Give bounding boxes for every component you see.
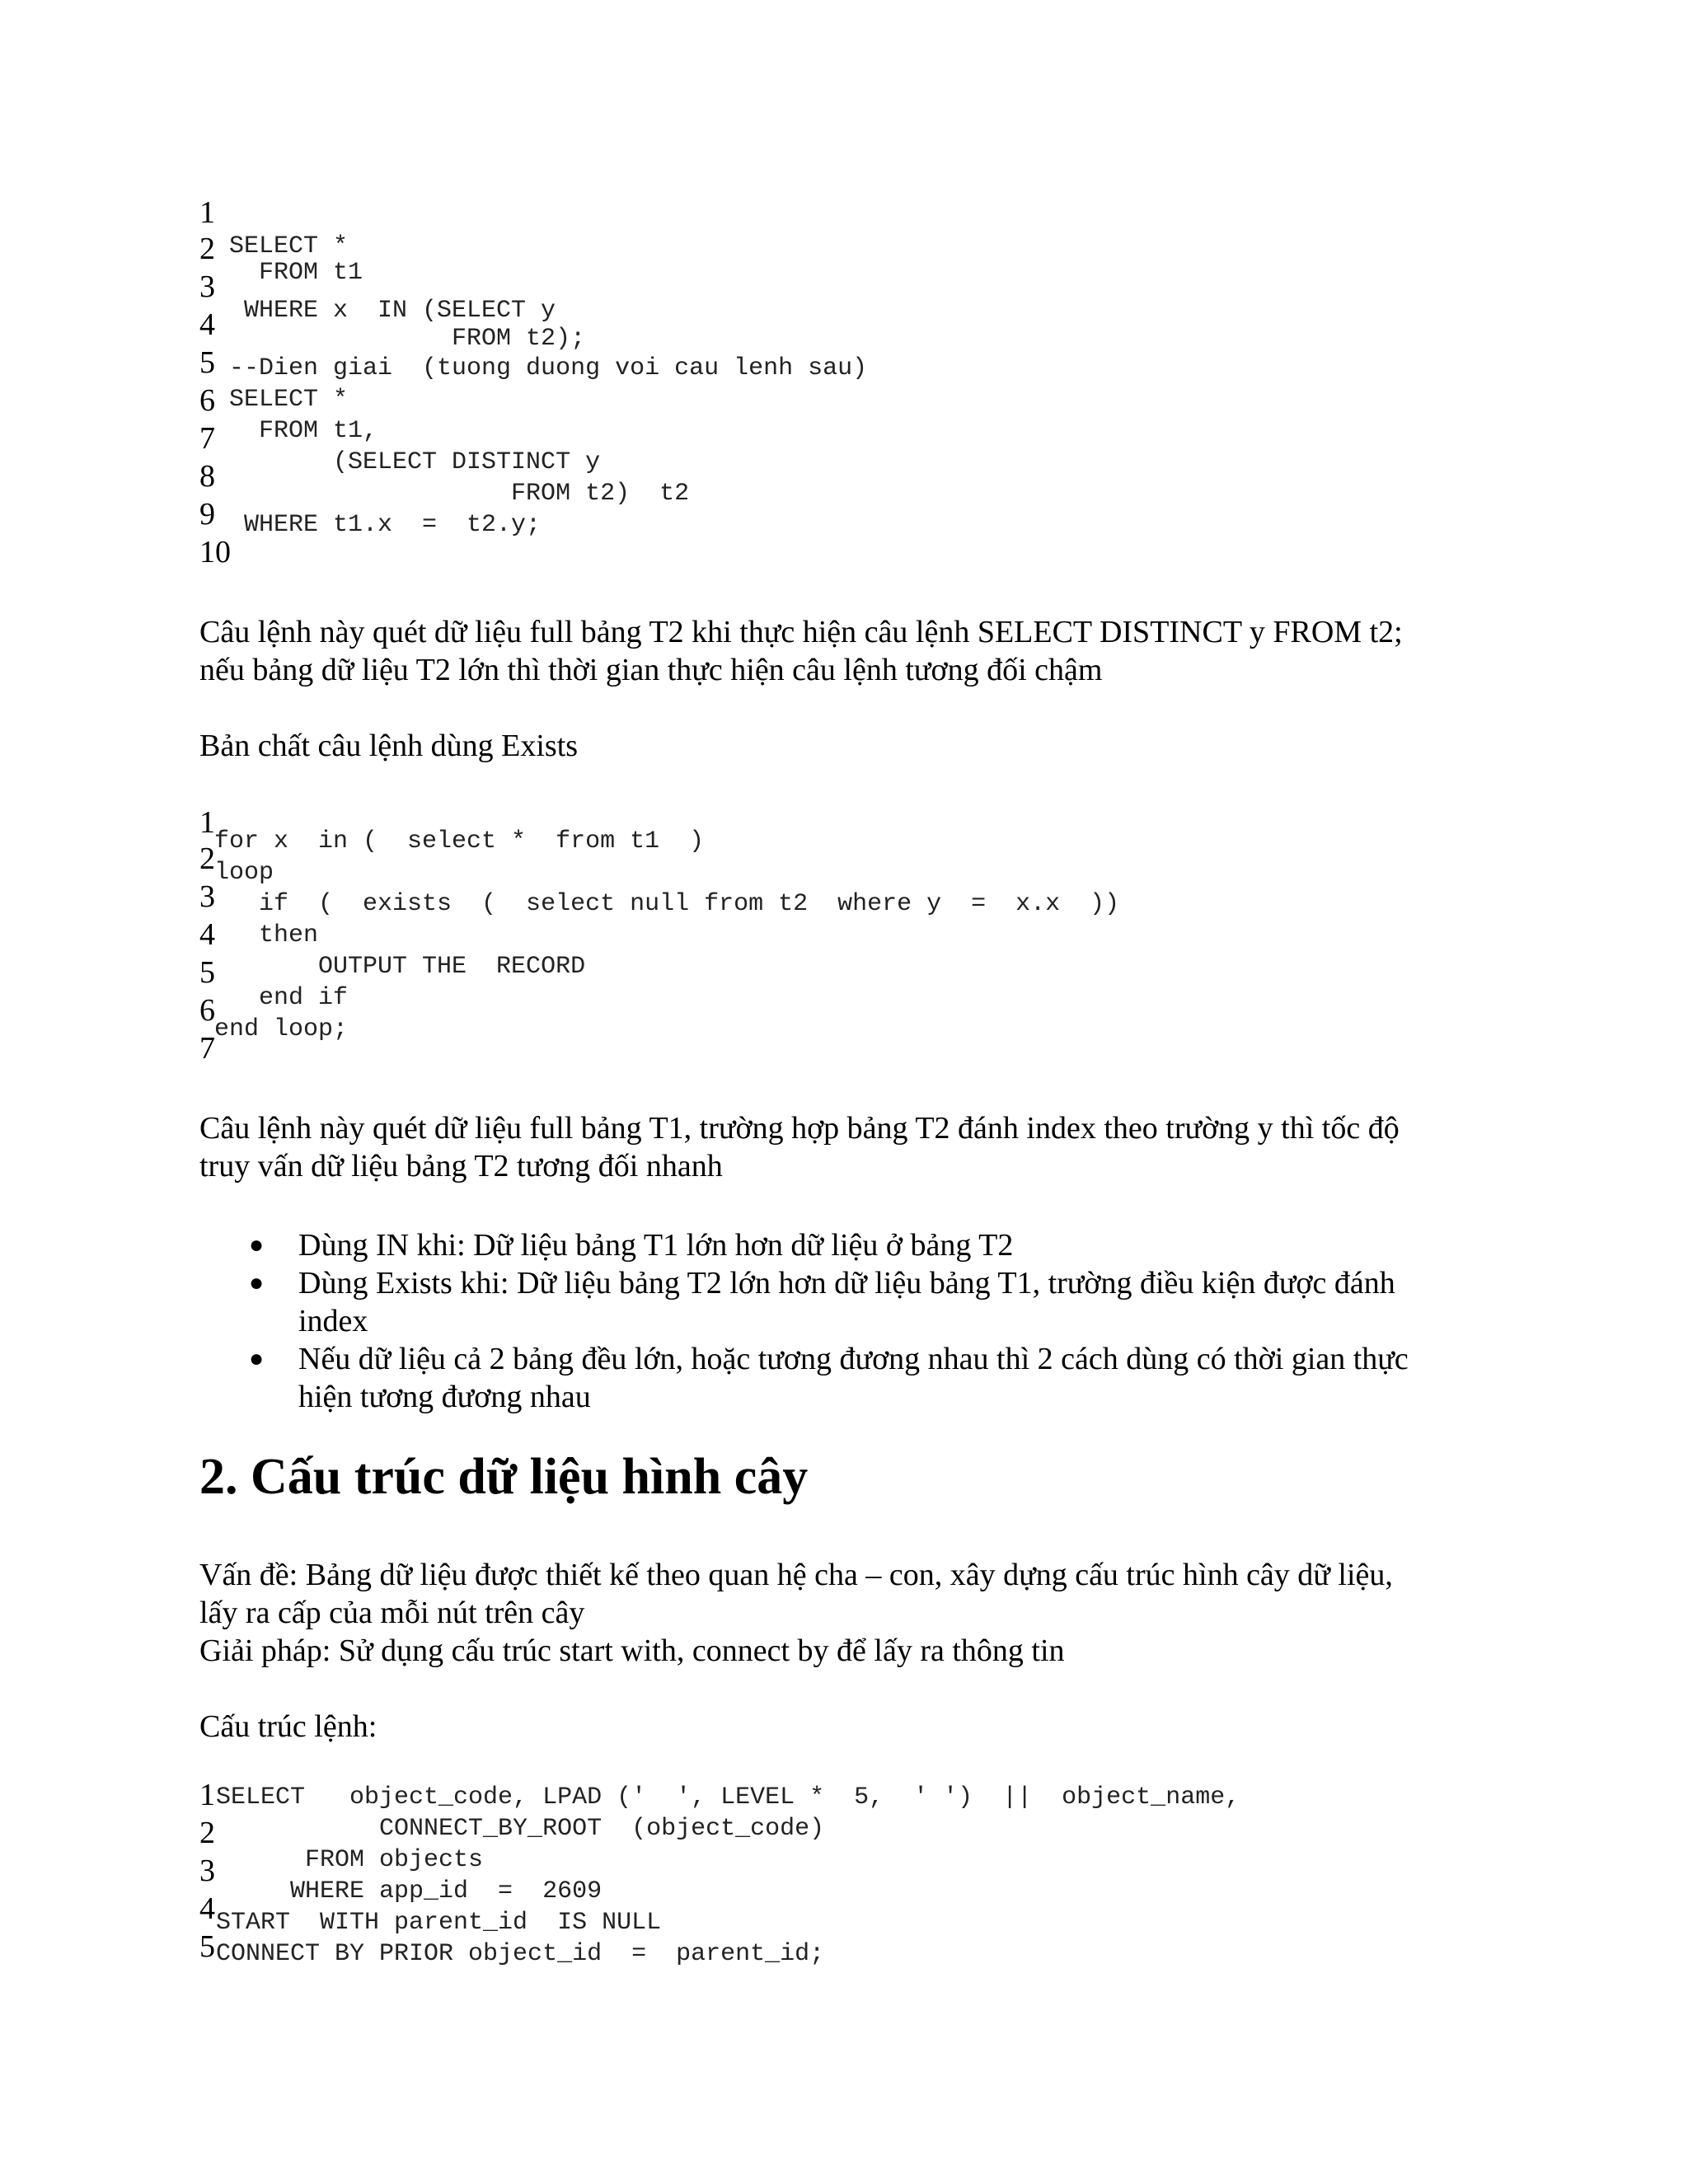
paragraph-syntax-label <box>199 1708 1485 1746</box>
code-text: WHERE app_id = 2609 <box>216 1877 603 1905</box>
section-heading: 2. Cấu trúc dữ liệu hình cây <box>199 1449 809 1505</box>
line-number: 6 <box>199 993 215 1028</box>
text-line: Dùng Exists khi: Dữ liệu bảng T2 lớn hơn dữ liệu bảng T1, trường điều kiện được đánh <box>298 1266 1395 1301</box>
line-number: 4 <box>199 1891 215 1926</box>
line-number: 2 <box>199 841 215 876</box>
line-number: 4 <box>199 307 215 342</box>
line-number: 8 <box>199 459 215 494</box>
line-number: 3 <box>199 879 215 914</box>
text-line: hiện tương đương nhau <box>298 1380 591 1414</box>
line-number: 10 <box>199 535 231 569</box>
text-line: Câu lệnh này quét dữ liệu full bảng T1, trường hợp bảng T2 đánh index theo trường y thì tốc độ <box>199 1111 1400 1146</box>
line-number: 7 <box>199 1031 215 1066</box>
code-text: FROM t1 <box>229 259 363 287</box>
text-line: lấy ra cấp của mỗi nút trên cây <box>199 1596 585 1630</box>
code-text: end loop; <box>214 1015 349 1043</box>
list-item <box>199 1264 1485 1340</box>
line-number: 2 <box>199 232 215 266</box>
code-text: FROM t2) t2 <box>229 480 690 508</box>
code-line <box>199 879 1518 918</box>
text-line: nếu bảng dữ liệu T2 lớn thì thời gian thực hiện câu lệnh tương đối chậm <box>199 653 1103 687</box>
line-number: 3 <box>199 269 215 304</box>
code-text: CONNECT BY PRIOR object_id = parent_id; <box>216 1940 825 1968</box>
code-text: loop <box>214 859 274 887</box>
code-line <box>199 953 1518 990</box>
line-number: 2 <box>199 1816 215 1850</box>
text-line: truy vấn dữ liệu bảng T2 tương đối nhanh <box>199 1149 723 1183</box>
code-text: WHERE x IN (SELECT y <box>229 297 556 325</box>
code-text: (SELECT DISTINCT y <box>229 448 601 476</box>
code-line <box>199 1015 1518 1066</box>
code-line <box>199 918 1518 951</box>
bullet-icon: ● <box>249 1231 265 1258</box>
code-text: for x in ( select * from t1 ) <box>214 827 705 855</box>
code-line <box>199 232 1518 265</box>
code-text: FROM objects <box>216 1846 484 1874</box>
code-line <box>199 459 1518 508</box>
text-line: Câu lệnh này quét dữ liệu full bảng T2 khi thực hiện câu lệnh SELECT DISTINCT y FROM t2; <box>199 615 1403 649</box>
code-line <box>199 984 1518 1028</box>
code-line <box>199 196 1518 229</box>
list-item <box>199 1226 1485 1264</box>
line-number: 1 <box>199 805 215 840</box>
code-line <box>199 497 1518 539</box>
line-number: 5 <box>199 345 215 380</box>
code-text: WHERE t1.x = t2.y; <box>229 511 542 539</box>
bullet-icon: ● <box>249 1269 265 1296</box>
code-text: FROM t1, <box>229 417 378 445</box>
code-text: FROM t2); <box>229 325 586 353</box>
paragraph-exists-intro <box>199 727 1485 765</box>
text-line: Vấn đề: Bảng dữ liệu được thiết kế theo quan hệ cha – con, xây dựng cấu trúc hình cây dữ liệu, <box>199 1558 1393 1592</box>
line-number: 9 <box>199 497 215 532</box>
code-line <box>199 1779 1518 1811</box>
usage-bullet-list <box>199 1226 1485 1416</box>
code-text: START WITH parent_id IS NULL <box>216 1909 662 1937</box>
line-number: 1 <box>199 1778 215 1812</box>
line-number: 6 <box>199 383 215 418</box>
text-line: index <box>298 1304 368 1338</box>
text-line: Cấu trúc lệnh: <box>199 1709 377 1744</box>
line-number: 4 <box>199 917 215 952</box>
text-line: Giải pháp: Sử dụng cấu trúc start with, connect by để lấy ra thông tin <box>199 1633 1065 1668</box>
list-item <box>199 1340 1485 1416</box>
code-text: end if <box>214 984 349 1012</box>
text-line: Bản chất câu lệnh dùng Exists <box>199 729 579 763</box>
paragraph-problem-solution <box>199 1556 1485 1670</box>
code-text: then <box>214 921 319 949</box>
paragraph-scan-t1 <box>199 1109 1485 1185</box>
line-number: 3 <box>199 1854 215 1888</box>
code-line <box>199 1929 1518 1968</box>
code-text: CONNECT_BY_ROOT (object_code) <box>216 1815 825 1843</box>
code-text: SELECT object_code, LPAD (' ', LEVEL * 5, ' ') || object_name, <box>216 1783 1240 1811</box>
code-text: OUTPUT THE RECORD <box>214 953 586 981</box>
code-text: --Dien giai (tuong duong voi cau lenh sau) <box>229 354 868 382</box>
code-text: if ( exists ( select null from t2 where y = x.x )) <box>214 890 1120 918</box>
code-line <box>199 384 1518 417</box>
line-number: 5 <box>199 1929 215 1964</box>
code-line <box>199 536 1518 569</box>
code-text: SELECT * <box>229 232 349 260</box>
code-line <box>199 345 1518 382</box>
line-number: 5 <box>199 955 215 990</box>
text-line: Nếu dữ liệu cả 2 bảng đều lớn, hoặc tương đương nhau thì 2 cách dùng có thời gian thực <box>298 1342 1409 1376</box>
line-number: 1 <box>199 195 215 230</box>
bullet-icon: ● <box>249 1345 265 1372</box>
code-text: SELECT * <box>229 386 349 414</box>
paragraph-scan-t2 <box>199 613 1485 689</box>
line-number: 7 <box>199 421 215 456</box>
text-line: Dùng IN khi: Dữ liệu bảng T1 lớn hơn dữ liệu ở bảng T2 <box>298 1228 1014 1263</box>
